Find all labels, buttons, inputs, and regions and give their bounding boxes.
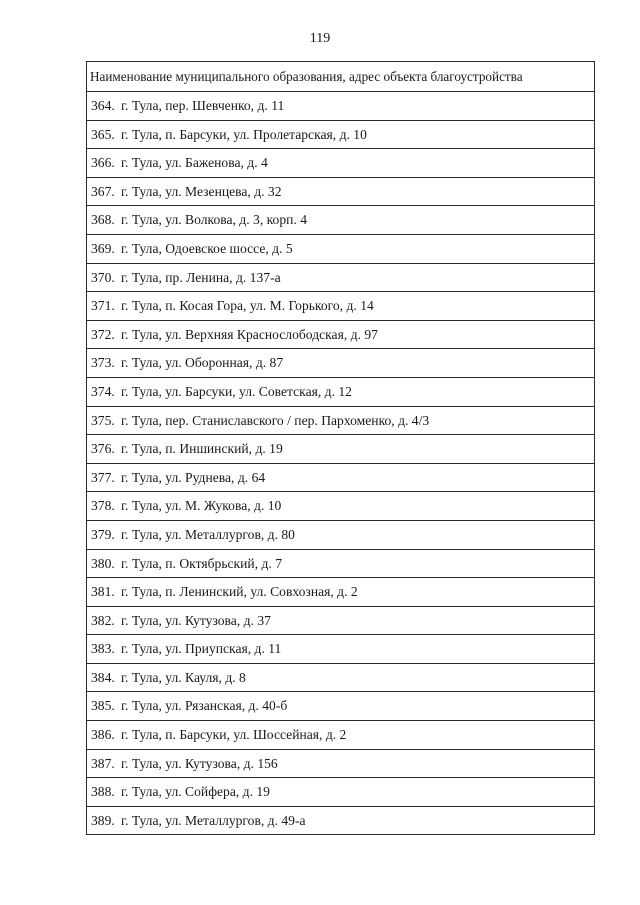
address-cell xyxy=(87,635,595,664)
table-row xyxy=(87,463,595,492)
address-cell xyxy=(87,120,595,149)
row-address: г. Тула, ул. Кауля, д. 8 xyxy=(121,669,246,685)
table-row xyxy=(87,120,595,149)
table-row xyxy=(87,206,595,235)
row-address: г. Тула, ул. Металлургов, д. 80 xyxy=(121,526,295,542)
address-cell xyxy=(87,606,595,635)
row-number: 381. xyxy=(91,584,115,600)
row-address: г. Тула, ул. Приупская, д. 11 xyxy=(121,641,282,657)
address-cell xyxy=(87,92,595,121)
row-address: г. Тула, п. Иншинский, д. 19 xyxy=(121,441,283,457)
row-address: г. Тула, пер. Станиславского / пер. Пархоменко, д. 4/3 xyxy=(121,412,430,428)
address-cell xyxy=(87,263,595,292)
row-number: 376. xyxy=(91,441,115,457)
address-cell xyxy=(87,377,595,406)
row-address: г. Тула, п. Октябрьский, д. 7 xyxy=(121,555,283,571)
row-number: 373. xyxy=(91,355,115,371)
table-row xyxy=(87,578,595,607)
row-number: 388. xyxy=(91,784,115,800)
row-number: 382. xyxy=(91,612,115,628)
row-address: г. Тула, п. Барсуки, ул. Пролетарская, д. 10 xyxy=(121,126,367,142)
address-cell xyxy=(87,778,595,807)
row-address: г. Тула, п. Барсуки, ул. Шоссейная, д. 2 xyxy=(121,727,347,743)
row-number: 365. xyxy=(91,126,115,142)
row-number: 380. xyxy=(91,555,115,571)
row-address: г. Тула, п. Ленинский, ул. Совхозная, д. 2 xyxy=(121,584,358,600)
table-row xyxy=(87,692,595,721)
row-number: 379. xyxy=(91,526,115,542)
row-address: г. Тула, ул. Барсуки, ул. Советская, д. 12 xyxy=(121,383,352,399)
address-cell xyxy=(87,749,595,778)
row-address: г. Тула, ул. М. Жукова, д. 10 xyxy=(121,498,282,514)
row-address: г. Тула, ул. Рязанская, д. 40-б xyxy=(121,698,288,714)
table-row xyxy=(87,435,595,464)
row-address: г. Тула, ул. Руднева, д. 64 xyxy=(121,469,266,485)
table-row xyxy=(87,663,595,692)
address-cell xyxy=(87,663,595,692)
address-cell xyxy=(87,320,595,349)
table-row xyxy=(87,721,595,750)
table-row xyxy=(87,806,595,835)
address-cell xyxy=(87,492,595,521)
table-row xyxy=(87,749,595,778)
row-number: 386. xyxy=(91,727,115,743)
table-row xyxy=(87,635,595,664)
address-cell xyxy=(87,349,595,378)
address-cell xyxy=(87,549,595,578)
row-address: г. Тула, Одоевское шоссе, д. 5 xyxy=(121,240,293,256)
row-address: г. Тула, ул. Верхняя Краснослободская, д. 97 xyxy=(121,326,378,342)
row-number: 370. xyxy=(91,269,115,285)
row-address: г. Тула, ул. Волкова, д. 3, корп. 4 xyxy=(121,212,307,228)
table-row xyxy=(87,349,595,378)
row-address: г. Тула, ул. Оборонная, д. 87 xyxy=(121,355,284,371)
table-row xyxy=(87,149,595,178)
table-row xyxy=(87,778,595,807)
row-number: 368. xyxy=(91,212,115,228)
address-cell xyxy=(87,292,595,321)
address-cell xyxy=(87,406,595,435)
address-cell xyxy=(87,721,595,750)
table-row xyxy=(87,406,595,435)
address-table xyxy=(86,61,595,835)
address-cell xyxy=(87,206,595,235)
row-number: 372. xyxy=(91,326,115,342)
table-row xyxy=(87,606,595,635)
table-header: Наименование муниципального образования, адрес объекта благоустройства xyxy=(87,62,595,92)
row-number: 377. xyxy=(91,469,115,485)
table-row xyxy=(87,520,595,549)
row-number: 387. xyxy=(91,755,115,771)
row-address: г. Тула, пр. Ленина, д. 137-а xyxy=(121,269,281,285)
row-address: г. Тула, ул. Баженова, д. 4 xyxy=(121,155,268,171)
table-row xyxy=(87,92,595,121)
table-row xyxy=(87,234,595,263)
address-cell xyxy=(87,578,595,607)
table-row xyxy=(87,492,595,521)
table-header-row xyxy=(87,62,595,92)
row-number: 389. xyxy=(91,812,115,828)
address-cell xyxy=(87,149,595,178)
address-cell xyxy=(87,435,595,464)
address-cell xyxy=(87,234,595,263)
table-row xyxy=(87,377,595,406)
table-row xyxy=(87,263,595,292)
row-number: 383. xyxy=(91,641,115,657)
address-cell xyxy=(87,520,595,549)
row-address: г. Тула, ул. Мезенцева, д. 32 xyxy=(121,183,282,199)
row-number: 366. xyxy=(91,155,115,171)
address-cell xyxy=(87,806,595,835)
table-row xyxy=(87,320,595,349)
row-address: г. Тула, ул. Сойфера, д. 19 xyxy=(121,784,270,800)
address-cell xyxy=(87,177,595,206)
row-address: г. Тула, ул. Металлургов, д. 49-а xyxy=(121,812,306,828)
row-number: 378. xyxy=(91,498,115,514)
row-address: г. Тула, ул. Кутузова, д. 37 xyxy=(121,612,271,628)
row-number: 364. xyxy=(91,98,115,113)
table-row xyxy=(87,177,595,206)
row-number: 375. xyxy=(91,412,115,428)
row-number: 385. xyxy=(91,698,115,714)
row-address: г. Тула, п. Косая Гора, ул. М. Горького, д. 14 xyxy=(121,298,374,314)
row-address: г. Тула, пер. Шевченко, д. 11 xyxy=(121,98,285,113)
address-cell xyxy=(87,692,595,721)
row-number: 384. xyxy=(91,669,115,685)
row-number: 374. xyxy=(91,383,115,399)
address-cell xyxy=(87,463,595,492)
table-row xyxy=(87,292,595,321)
row-address: г. Тула, ул. Кутузова, д. 156 xyxy=(121,755,278,771)
table-body xyxy=(87,92,595,835)
row-number: 367. xyxy=(91,183,115,199)
table-row xyxy=(87,549,595,578)
row-number: 369. xyxy=(91,240,115,256)
page-number: 119 xyxy=(309,31,331,46)
row-number: 371. xyxy=(91,298,115,314)
